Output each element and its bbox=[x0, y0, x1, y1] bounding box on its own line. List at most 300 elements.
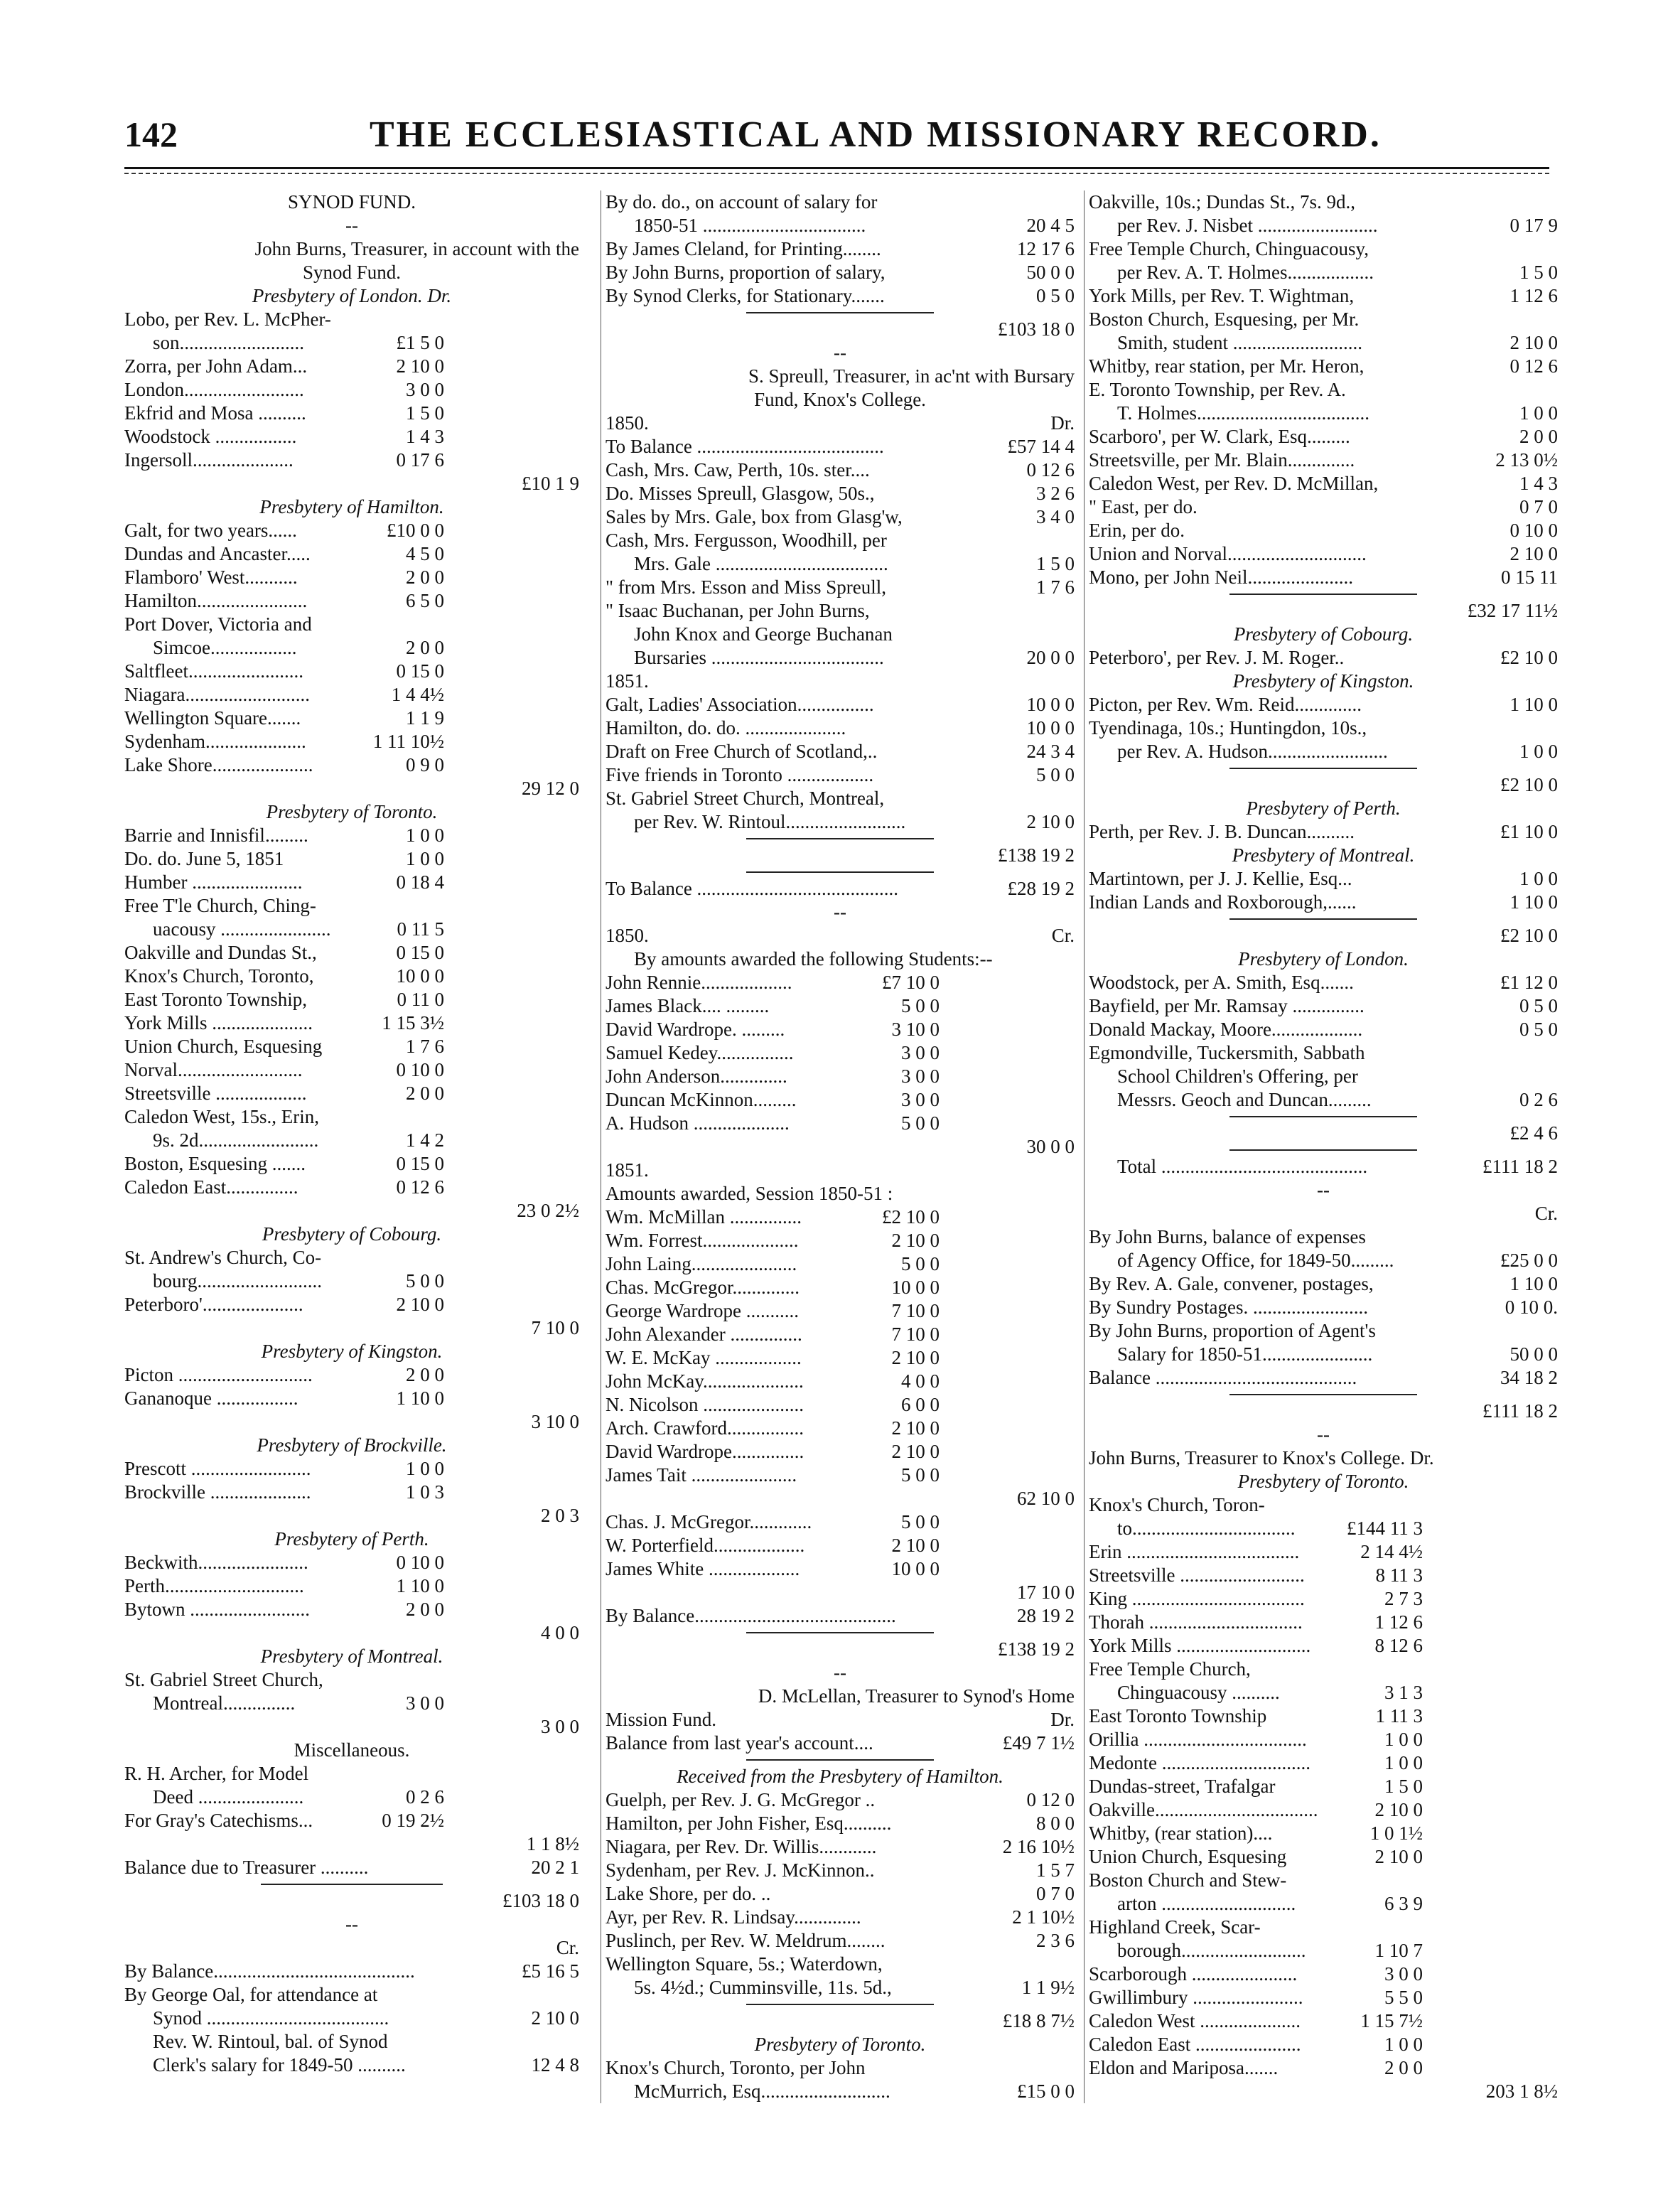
section-heading bbox=[606, 1661, 1075, 1685]
account-line bbox=[124, 1410, 579, 1434]
entry-text: per Rev. A. T. Holmes.................. bbox=[1117, 262, 1374, 283]
item-amount: 3 0 0 bbox=[1384, 1963, 1423, 1985]
account-line bbox=[606, 1732, 1075, 1755]
account-line bbox=[124, 1082, 579, 1105]
entry-text: -- bbox=[1317, 1179, 1330, 1201]
account-line bbox=[124, 1363, 579, 1387]
account-line bbox=[124, 824, 579, 847]
subtotal-amount: 29 12 0 bbox=[522, 778, 579, 799]
account-line bbox=[1089, 2009, 1558, 2033]
subtotal-amount: 1 1 8½ bbox=[526, 1833, 579, 1854]
item-amount: £1 5 0 bbox=[396, 332, 444, 353]
section-heading bbox=[124, 284, 579, 308]
subtotal-amount: 0 5 0 bbox=[1519, 995, 1558, 1016]
entry-text: Perth, per Rev. J. B. Duncan.......... bbox=[1089, 821, 1355, 842]
entry-text: Humber ....................... bbox=[124, 871, 303, 893]
subtotal-amount: 2 0 3 bbox=[541, 1505, 579, 1526]
account-line bbox=[606, 1112, 1075, 1135]
item-amount: 5 0 0 bbox=[901, 1511, 940, 1532]
item-amount: 1 0 0 bbox=[1384, 1752, 1423, 1773]
entry-text: Puslinch, per Rev. W. Meldrum........ bbox=[606, 1930, 886, 1951]
account-line bbox=[606, 1252, 1075, 1276]
subtotal-amount: Cr. bbox=[1051, 925, 1075, 946]
entry-text: Niagara.......................... bbox=[124, 684, 310, 705]
subtotal-amount: 1 4 3 bbox=[1519, 473, 1558, 494]
entry-text: Five friends in Toronto .................. bbox=[606, 764, 874, 785]
account-line bbox=[1089, 1296, 1558, 1319]
entry-text: Martintown, per J. J. Kellie, Esq... bbox=[1089, 868, 1352, 889]
entry-text: Picton ............................ bbox=[124, 1364, 313, 1385]
account-line bbox=[124, 449, 579, 472]
account-line bbox=[124, 331, 579, 355]
section-heading bbox=[1089, 1423, 1558, 1446]
subtotal-amount: £2 10 0 bbox=[1500, 774, 1558, 795]
column-left bbox=[124, 190, 579, 2077]
account-line bbox=[1089, 566, 1558, 589]
entry-text: York Mills, per Rev. T. Wightman, bbox=[1089, 285, 1355, 306]
account-line bbox=[1089, 2080, 1558, 2103]
entry-text: By George Oal, for attendance at bbox=[124, 1984, 378, 2005]
entry-text: East Toronto Township bbox=[1089, 1705, 1267, 1727]
entry-text: Caledon West, 15s., Erin, bbox=[124, 1106, 320, 1127]
entry-text: 1850-51 .................................. bbox=[634, 215, 866, 236]
subtotal-amount: 1 0 0 bbox=[1519, 868, 1558, 889]
account-line bbox=[124, 847, 579, 871]
item-amount: 1 10 0 bbox=[396, 1387, 444, 1409]
entry-text: Knox's Church, Toronto, per John bbox=[606, 2057, 866, 2078]
entry-text: -- bbox=[345, 1913, 358, 1935]
item-amount: 1 12 6 bbox=[1374, 1611, 1423, 1633]
entry-text: Deed ...................... bbox=[153, 1786, 304, 1808]
entry-text: By amounts awarded the following Students:-- bbox=[634, 948, 993, 970]
account-line bbox=[124, 1293, 579, 1316]
entry-text: Caledon West ..................... bbox=[1089, 2010, 1301, 2031]
entry-text: By Balance.......................................... bbox=[606, 1605, 896, 1626]
entry-text: David Wardrope............... bbox=[606, 1441, 804, 1462]
account-line bbox=[124, 1668, 579, 1692]
account-line bbox=[606, 1041, 1075, 1065]
entry-text: Ekfrid and Mosa .......... bbox=[124, 402, 306, 424]
entry-text: Knox's Church, Toron- bbox=[1089, 1494, 1265, 1515]
entry-text: Galt, Ladies' Association................ bbox=[606, 694, 874, 715]
account-line bbox=[1089, 1493, 1558, 1517]
entry-text: By do. do., on account of salary for bbox=[606, 191, 878, 213]
item-amount: 1 4 2 bbox=[406, 1129, 444, 1151]
subtotal-amount: 0 10 0. bbox=[1505, 1296, 1558, 1318]
subtotal-amount: £103 18 0 bbox=[502, 1890, 579, 1911]
entry-text: St. Andrew's Church, Co- bbox=[124, 1247, 322, 1268]
entry-text: Duncan McKinnon......... bbox=[606, 1089, 797, 1110]
account-line bbox=[124, 1316, 579, 1340]
account-line bbox=[124, 542, 579, 566]
entry-text: Salary for 1850-51....................... bbox=[1117, 1343, 1373, 1365]
entry-text: Dundas and Ancaster..... bbox=[124, 543, 311, 564]
section-heading bbox=[124, 1645, 579, 1668]
entry-text: Cr. bbox=[1534, 1203, 1558, 1224]
entry-text: Zorra, per John Adam... bbox=[124, 355, 308, 377]
account-line bbox=[1089, 1869, 1558, 1892]
item-amount: 1 4 4½ bbox=[391, 684, 444, 705]
subtotal-amount: £2 10 0 bbox=[1500, 925, 1558, 946]
account-line bbox=[1089, 495, 1558, 519]
account-line bbox=[606, 2080, 1075, 2103]
entry-text: Peterboro', per Rev. J. M. Roger.. bbox=[1089, 647, 1345, 668]
account-line bbox=[1089, 190, 1558, 214]
entry-text: For Gray's Catechisms... bbox=[124, 1810, 313, 1831]
account-line bbox=[606, 1464, 1075, 1487]
item-amount: 5 0 0 bbox=[406, 1270, 444, 1292]
entry-text: Presbytery of Cobourg. bbox=[1233, 623, 1414, 645]
item-amount: 0 17 6 bbox=[396, 449, 444, 471]
account-line bbox=[606, 2056, 1075, 2080]
item-amount: £2 10 0 bbox=[882, 1206, 940, 1228]
subtotal-amount: 0 10 0 bbox=[1509, 520, 1558, 541]
subtotal-amount: 0 2 6 bbox=[1519, 1089, 1558, 1110]
account-line bbox=[1089, 1540, 1558, 1564]
item-amount: 8 11 3 bbox=[1375, 1564, 1423, 1586]
subtotal-amount: 0 7 0 bbox=[1519, 496, 1558, 517]
subtotal-amount: 8 0 0 bbox=[1036, 1813, 1075, 1834]
subtotal-amount: 1 12 6 bbox=[1509, 285, 1558, 306]
entry-text: Presbytery of Perth. bbox=[1246, 798, 1401, 819]
account-line bbox=[606, 1510, 1075, 1534]
account-line bbox=[606, 505, 1075, 529]
subtotal-amount: 2 16 10½ bbox=[1002, 1836, 1075, 1857]
subtotal-amount: 0 5 0 bbox=[1519, 1019, 1558, 1040]
entry-text: Presbytery of Toronto. bbox=[266, 801, 438, 822]
entry-text: Oakville.................................. bbox=[1089, 1799, 1318, 1820]
subtotal-amount: 50 0 0 bbox=[1509, 1343, 1558, 1365]
entry-text: Free T'le Church, Ching- bbox=[124, 895, 316, 916]
account-line bbox=[1089, 1798, 1558, 1822]
entry-text: -- bbox=[1317, 1424, 1330, 1445]
entry-text: Cash, Mrs. Caw, Perth, 10s. ster.... bbox=[606, 459, 870, 480]
entry-text: Presbytery of Cobourg. bbox=[262, 1223, 442, 1245]
account-line bbox=[1089, 1225, 1558, 1249]
entry-text: Clerk's salary for 1849-50 .......... bbox=[153, 2054, 406, 2076]
item-amount: 2 14 4½ bbox=[1360, 1541, 1423, 1562]
item-amount: 5 0 0 bbox=[901, 1253, 940, 1274]
account-line bbox=[124, 707, 579, 730]
account-line bbox=[606, 1182, 1075, 1206]
entry-text: Chas. McGregor.............. bbox=[606, 1277, 800, 1298]
entry-text: uacousy ....................... bbox=[153, 918, 331, 940]
item-amount: 4 5 0 bbox=[406, 543, 444, 564]
subtotal-amount: £103 18 0 bbox=[998, 318, 1075, 340]
item-amount: 5 0 0 bbox=[901, 1112, 940, 1134]
account-line bbox=[606, 716, 1075, 740]
subtotal-amount: £138 19 2 bbox=[998, 844, 1075, 866]
subtotal-amount: 1 0 0 bbox=[1519, 402, 1558, 424]
account-line bbox=[606, 1835, 1075, 1859]
subtotal-amount: 3 4 0 bbox=[1036, 506, 1075, 527]
account-line bbox=[124, 2053, 579, 2077]
account-line bbox=[124, 1011, 579, 1035]
entry-text: John McKay..................... bbox=[606, 1370, 804, 1392]
item-amount: 3 10 0 bbox=[891, 1019, 940, 1040]
account-line bbox=[606, 810, 1075, 834]
item-amount: 3 0 0 bbox=[406, 379, 444, 400]
account-line bbox=[1089, 693, 1558, 716]
account-line bbox=[124, 753, 579, 777]
entry-text: East Toronto Township, bbox=[124, 989, 307, 1010]
entry-text: per Rev. W. Rintoul......................... bbox=[634, 811, 906, 832]
account-line bbox=[606, 552, 1075, 576]
subtotal-amount: £10 1 9 bbox=[522, 473, 579, 494]
account-line bbox=[124, 472, 579, 495]
item-amount: 6 3 9 bbox=[1384, 1893, 1423, 1914]
entry-text: N. Nicolson ..................... bbox=[606, 1394, 804, 1415]
item-amount: £144 11 3 bbox=[1347, 1518, 1423, 1539]
subtotal-amount: 62 10 0 bbox=[1017, 1488, 1075, 1509]
subtotal-amount: 7 10 0 bbox=[531, 1317, 579, 1338]
account-line bbox=[606, 1976, 1075, 1999]
entry-text: David Wardrope. ......... bbox=[606, 1019, 785, 1040]
item-amount: 1 10 0 bbox=[396, 1575, 444, 1596]
entry-text: McMurrich, Esq........................... bbox=[634, 2081, 890, 2102]
entry-text: Received from the Presbytery of Hamilton. bbox=[677, 1766, 1003, 1787]
account-line bbox=[1089, 214, 1558, 237]
account-line bbox=[606, 947, 1075, 971]
entry-text: " from Mrs. Esson and Miss Spreull, bbox=[606, 576, 887, 598]
account-line bbox=[124, 1176, 579, 1199]
account-line bbox=[124, 777, 579, 800]
account-line bbox=[606, 1393, 1075, 1417]
section-heading bbox=[1089, 670, 1558, 693]
entry-text: School Children's Offering, per bbox=[1117, 1065, 1358, 1087]
item-amount: 7 10 0 bbox=[891, 1300, 940, 1321]
item-amount: 0 18 4 bbox=[396, 871, 444, 893]
subtotal-amount: 23 0 2½ bbox=[517, 1200, 579, 1221]
subtotal-amount: £2 4 6 bbox=[1509, 1122, 1558, 1144]
entry-text: London......................... bbox=[124, 379, 304, 400]
account-line bbox=[124, 1762, 579, 1786]
account-line bbox=[606, 623, 1075, 646]
subtotal-amount: 2 10 0 bbox=[531, 2007, 579, 2029]
subtotal-amount: 50 0 0 bbox=[1026, 262, 1075, 283]
item-amount: 1 5 0 bbox=[406, 402, 444, 424]
entry-text: Smith, student ........................... bbox=[1117, 332, 1363, 353]
rule-line bbox=[606, 308, 1075, 318]
section-heading bbox=[606, 2033, 1075, 2056]
account-line bbox=[606, 763, 1075, 787]
account-line bbox=[606, 1685, 1075, 1708]
rule-line bbox=[1089, 1390, 1558, 1400]
section-heading bbox=[124, 1739, 579, 1762]
account-line bbox=[1089, 820, 1558, 844]
subtotal-amount: 3 2 6 bbox=[1036, 483, 1075, 504]
entry-text: Chas. J. McGregor............. bbox=[606, 1511, 812, 1532]
entry-text: Union and Norval............................. bbox=[1089, 543, 1367, 564]
entry-text: Wellington Square....... bbox=[124, 707, 301, 729]
account-line bbox=[124, 425, 579, 449]
account-line bbox=[606, 1812, 1075, 1835]
account-line bbox=[124, 1832, 579, 1856]
account-line bbox=[1089, 1611, 1558, 1634]
account-line bbox=[124, 1715, 579, 1739]
item-amount: 3 0 0 bbox=[901, 1089, 940, 1110]
entry-text: E. Toronto Township, per Rev. A. bbox=[1089, 379, 1346, 400]
entry-text: Streetsville, per Mr. Blain.............. bbox=[1089, 449, 1355, 471]
entry-text: Montreal............... bbox=[153, 1692, 296, 1714]
entry-text: Bayfield, per Mr. Ramsay ............... bbox=[1089, 995, 1365, 1016]
account-line bbox=[606, 261, 1075, 284]
account-line bbox=[124, 941, 579, 965]
item-amount: 0 15 0 bbox=[396, 660, 444, 682]
account-line bbox=[1089, 1018, 1558, 1041]
entry-text: Ayr, per Rev. R. Lindsay.............. bbox=[606, 1906, 861, 1928]
account-line bbox=[1089, 716, 1558, 740]
entry-text: R. H. Archer, for Model bbox=[124, 1763, 309, 1784]
account-line bbox=[1089, 1704, 1558, 1728]
account-line bbox=[1089, 2056, 1558, 2080]
account-line bbox=[1089, 1202, 1558, 1225]
entry-text: Balance from last year's account.... bbox=[606, 1732, 873, 1754]
entry-text: Balance due to Treasurer .......... bbox=[124, 1857, 369, 1878]
entry-text: Orillia .................................. bbox=[1089, 1729, 1307, 1750]
account-line bbox=[124, 1035, 579, 1058]
entry-text: Caledon East............... bbox=[124, 1176, 298, 1198]
account-line bbox=[1089, 1517, 1558, 1540]
account-line bbox=[124, 378, 579, 402]
subtotal-amount: 20 2 1 bbox=[531, 1857, 579, 1878]
account-line bbox=[1089, 1916, 1558, 1939]
rule-line bbox=[606, 1628, 1075, 1638]
account-line bbox=[606, 1487, 1075, 1510]
account-line bbox=[124, 566, 579, 589]
account-line bbox=[1089, 237, 1558, 261]
entry-text: John Anderson.............. bbox=[606, 1065, 787, 1087]
entry-text: Simcoe.................. bbox=[153, 637, 297, 658]
item-amount: 2 10 0 bbox=[1374, 1799, 1423, 1820]
entry-text: Mono, per John Neil...................... bbox=[1089, 567, 1353, 588]
item-amount: 2 0 0 bbox=[406, 637, 444, 658]
subtotal-amount: £5 16 5 bbox=[522, 1960, 579, 1982]
subtotal-amount: 1 0 0 bbox=[1519, 741, 1558, 762]
section-heading bbox=[1089, 1470, 1558, 1493]
account-line bbox=[124, 1387, 579, 1410]
subtotal-amount: 203 1 8½ bbox=[1485, 2081, 1558, 2102]
subtotal-amount: Dr. bbox=[1050, 1709, 1075, 1730]
account-line bbox=[606, 1370, 1075, 1393]
entry-text: Presbytery of Brockville. bbox=[257, 1434, 447, 1456]
entry-text: By James Cleland, for Printing........ bbox=[606, 238, 881, 259]
entry-text: Highland Creek, Scar- bbox=[1089, 1916, 1261, 1938]
account-line bbox=[124, 1504, 579, 1528]
subtotal-amount: 2 10 0 bbox=[1026, 811, 1075, 832]
account-line bbox=[1089, 1775, 1558, 1798]
subtotal-amount: 28 19 2 bbox=[1017, 1605, 1075, 1626]
entry-text: son.......................... bbox=[153, 332, 305, 353]
subtotal-amount: 1 1 9½ bbox=[1021, 1977, 1075, 1998]
entry-text: W. Porterfield................... bbox=[606, 1535, 805, 1556]
account-line bbox=[124, 965, 579, 988]
entry-text: Whitby, (rear station).... bbox=[1089, 1822, 1273, 1844]
entry-text: " Isaac Buchanan, per John Burns, bbox=[606, 600, 870, 621]
subtotal-amount: 1 5 0 bbox=[1036, 553, 1075, 574]
account-line bbox=[606, 318, 1075, 341]
entry-text: Woodstock ................. bbox=[124, 426, 297, 447]
account-line bbox=[606, 2009, 1075, 2033]
entry-text: Knox's Church, Toronto, bbox=[124, 965, 314, 987]
subtotal-amount: 20 4 5 bbox=[1026, 215, 1075, 236]
account-line bbox=[1089, 1065, 1558, 1088]
account-line bbox=[124, 683, 579, 707]
entry-text: Barrie and Innisfil......... bbox=[124, 825, 308, 846]
item-amount: 4 0 0 bbox=[901, 1370, 940, 1392]
account-line bbox=[1089, 1041, 1558, 1065]
account-line bbox=[1089, 284, 1558, 308]
entry-text: Lake Shore, per do. .. bbox=[606, 1883, 771, 1904]
item-amount: 2 10 0 bbox=[891, 1230, 940, 1251]
account-line bbox=[124, 1574, 579, 1598]
entry-text: Synod Fund. bbox=[302, 262, 402, 283]
page-header bbox=[124, 114, 1546, 156]
account-line bbox=[606, 1638, 1075, 1661]
entry-text: A. Hudson .................... bbox=[606, 1112, 790, 1134]
account-line bbox=[124, 1936, 579, 1960]
item-amount: 2 0 0 bbox=[406, 1599, 444, 1620]
account-line bbox=[606, 284, 1075, 308]
account-line bbox=[1089, 1634, 1558, 1658]
account-line bbox=[606, 1557, 1075, 1581]
account-line bbox=[606, 529, 1075, 552]
account-line bbox=[606, 1088, 1075, 1112]
entry-text: Sydenham..................... bbox=[124, 731, 306, 752]
subtotal-amount: 0 12 6 bbox=[1509, 355, 1558, 377]
section-heading bbox=[1089, 947, 1558, 971]
entry-text: 1851. bbox=[606, 670, 649, 692]
item-amount: 5 5 0 bbox=[1384, 1987, 1423, 2008]
subtotal-amount: 34 18 2 bbox=[1500, 1367, 1558, 1388]
subtotal-amount: 2 0 0 bbox=[1519, 426, 1558, 447]
entry-text: Union Church, Esquesing bbox=[1089, 1846, 1287, 1867]
section-heading bbox=[606, 341, 1075, 365]
account-line bbox=[606, 458, 1075, 482]
section-heading bbox=[1089, 844, 1558, 867]
item-amount: 1 0 0 bbox=[406, 848, 444, 869]
account-line bbox=[1089, 1681, 1558, 1704]
account-line bbox=[124, 1269, 579, 1293]
entry-text: York Mills ..................... bbox=[124, 1012, 313, 1033]
entry-text: Medonte ............................... bbox=[1089, 1752, 1311, 1773]
entry-text: Presbytery of Kingston. bbox=[261, 1341, 443, 1362]
entry-text: Gwillimbury ....................... bbox=[1089, 1987, 1303, 2008]
item-amount: 10 0 0 bbox=[891, 1558, 940, 1579]
entry-text: Whitby, rear station, per Mr. Heron, bbox=[1089, 355, 1365, 377]
entry-text: per Rev. A. Hudson......................... bbox=[1117, 741, 1388, 762]
entry-text: Hamilton, per John Fisher, Esq.......... bbox=[606, 1813, 892, 1834]
account-line bbox=[1089, 1587, 1558, 1611]
account-line bbox=[1089, 891, 1558, 914]
entry-text: Scarborough ...................... bbox=[1089, 1963, 1298, 1985]
item-amount: 3 0 0 bbox=[901, 1065, 940, 1087]
account-line bbox=[1089, 924, 1558, 947]
subtotal-amount: 1 10 0 bbox=[1509, 891, 1558, 913]
account-line bbox=[1089, 378, 1558, 402]
subtotal-amount: £57 14 4 bbox=[1007, 436, 1075, 457]
subtotal-amount: 20 0 0 bbox=[1026, 647, 1075, 668]
entry-text: Boston Church, Esquesing, per Mr. bbox=[1089, 308, 1360, 330]
item-amount: 2 10 0 bbox=[891, 1417, 940, 1439]
item-amount: 6 5 0 bbox=[406, 590, 444, 611]
account-line bbox=[1089, 1272, 1558, 1296]
item-amount: 1 11 10½ bbox=[372, 731, 444, 752]
rule-line bbox=[606, 834, 1075, 844]
entry-text: Samuel Kedey................ bbox=[606, 1042, 794, 1063]
account-line bbox=[124, 1199, 579, 1223]
entry-text: By John Burns, proportion of Agent's bbox=[1089, 1320, 1376, 1341]
